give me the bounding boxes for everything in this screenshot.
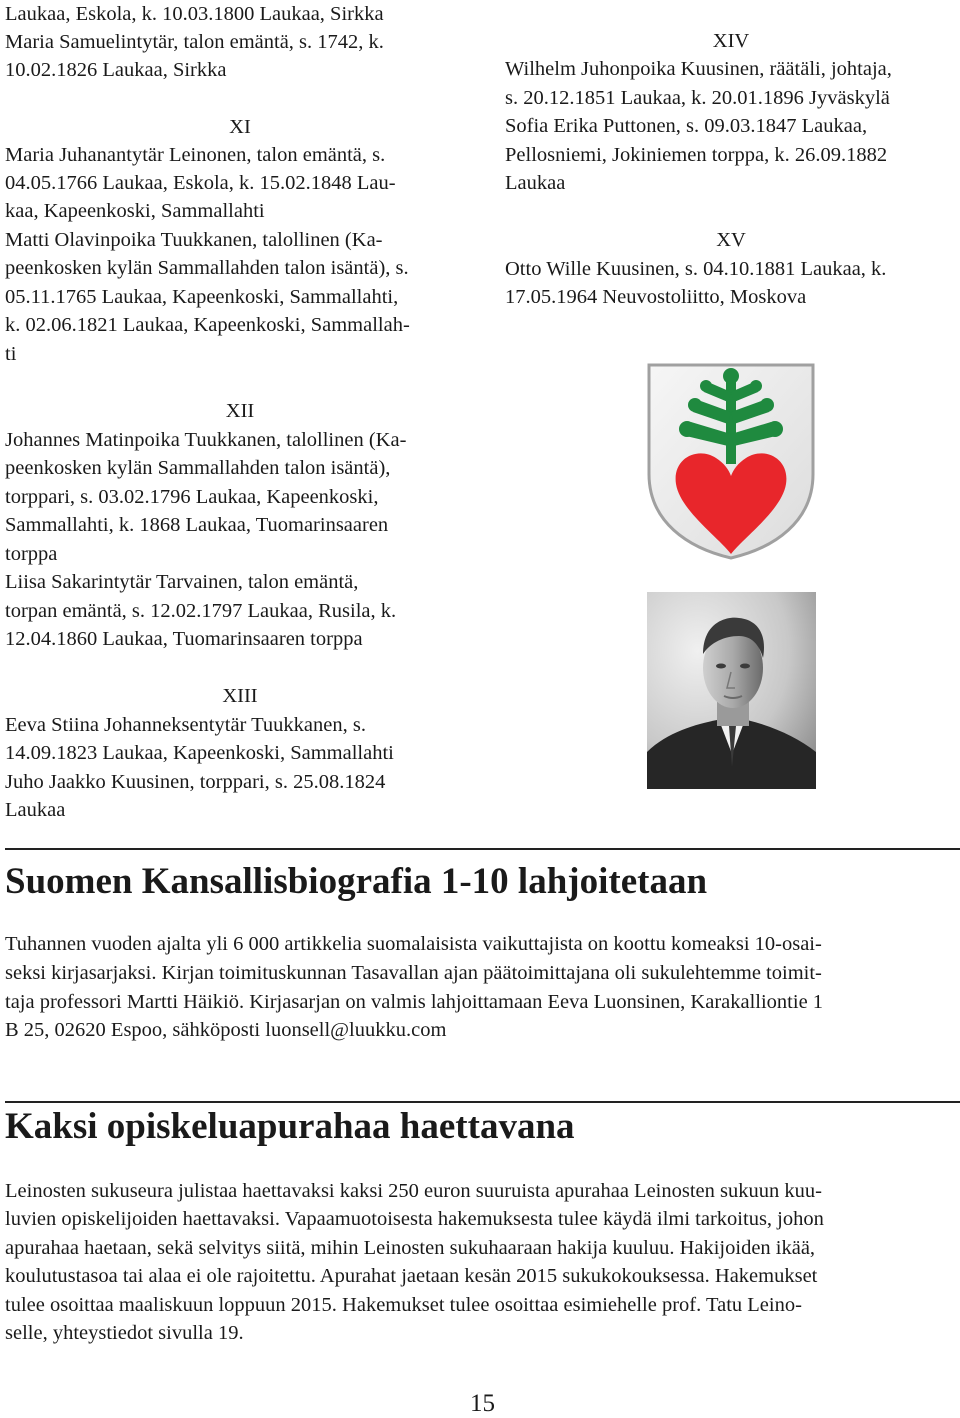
text-line: koulutustasoa tai alaa ei ole rajoitettu. Apurahat jaetaan kesän 2015 sukukokouksessa. Hakemukset (5, 1265, 818, 1287)
text-line: torpan emäntä, s. 12.02.1797 Laukaa, Rusila, k. (5, 600, 397, 622)
section-divider (5, 1101, 960, 1103)
page-number: 15 (470, 1390, 495, 1417)
article-title: Suomen Kansallisbiografia 1-10 lahjoitetaan (5, 861, 708, 902)
text-line: peenkosken kylän Sammallahden talon isäntä), (5, 457, 391, 479)
text-line: Sammallahti, k. 1868 Laukaa, Tuomarinsaaren (5, 514, 389, 536)
text-line: torppari, s. 03.02.1796 Laukaa, Kapeenkoski, (5, 486, 379, 508)
text-line: Matti Olavinpoika Tuukkanen, talollinen (Ka- (5, 229, 383, 251)
text-line: Maria Samuelintytär, talon emäntä, s. 1742, k. (5, 31, 384, 53)
text-line: Sofia Erika Puttonen, s. 09.03.1847 Laukaa, (505, 115, 868, 137)
text-line: Otto Wille Kuusinen, s. 04.10.1881 Laukaa, k. (505, 258, 887, 280)
text-line: Laukaa (5, 799, 66, 821)
text-line: seksi kirjasarjaksi. Kirjan toimituskunnan Tasavallan ajan päätoimittajana oli sukulehtemme toimit- (5, 962, 822, 984)
generation-numeral-xiv: XIV (712, 30, 750, 52)
text-line: Johannes Matinpoika Tuukkanen, talollinen (Ka- (5, 429, 407, 451)
text-line: tulee osoittaa maaliskuun loppuun 2015. Hakemukset tulee osoittaa esimiehelle prof. Tatu Leino- (5, 1294, 802, 1316)
text-line: 14.09.1823 Laukaa, Kapeenkoski, Sammallahti (5, 742, 394, 764)
generation-numeral-xi: XI (229, 116, 251, 138)
text-line: ti (5, 343, 17, 365)
text-line: s. 20.12.1851 Laukaa, k. 20.01.1896 Jyväskylä (505, 87, 890, 109)
text-line: taja professori Martti Häikiö. Kirjasarjan on valmis lahjoittamaan Eeva Luonsinen, Karakalliontie 1 (5, 991, 824, 1013)
text-line: 04.05.1766 Laukaa, Eskola, k. 15.02.1848 Lau- (5, 172, 396, 194)
generation-numeral-xii: XII (225, 400, 255, 422)
text-line: Maria Juhanantytär Leinonen, talon emäntä, s. (5, 144, 386, 166)
text-line: kaa, Kapeenkoski, Sammallahti (5, 200, 265, 222)
portrait-photo (647, 592, 816, 789)
text-line: luvien opiskelijoiden haettavaksi. Vapaamuotoisesta hakemuksesta tulee käydä ilmi tarkoitus, johon (5, 1208, 824, 1230)
text-line: Tuhannen vuoden ajalta yli 6 000 artikkelia suomalaisista vaikuttajista on koottu komeaksi 10-osai- (5, 933, 822, 955)
text-line: Eeva Stiina Johanneksentytär Tuukkanen, s. (5, 714, 366, 736)
text-line: Liisa Sakarintytär Tarvainen, talon emäntä, (5, 571, 359, 593)
text-line: 05.11.1765 Laukaa, Kapeenkoski, Sammallahti, (5, 286, 399, 308)
text-line: B 25, 02620 Espoo, sähköposti luonsell@luukku.com (5, 1019, 447, 1041)
text-line: 12.04.1860 Laukaa, Tuomarinsaaren torppa (5, 628, 363, 650)
text-line: apurahaa haetaan, sekä selvitys siitä, mihin Leinosten sukuhaaraan hakija kuuluu. Hakijoiden ikää, (5, 1237, 816, 1259)
text-line: Laukaa, Eskola, k. 10.03.1800 Laukaa, Sirkka (5, 3, 384, 25)
text-line: Leinosten sukuseura julistaa haettavaksi kaksi 250 euron suuruista apurahaa Leinosten sukuun kuu- (5, 1180, 822, 1202)
section-divider (5, 848, 960, 850)
article-title: Kaksi opiskeluapurahaa haettavana (5, 1106, 575, 1147)
generation-numeral-xv: XV (716, 229, 746, 251)
text-line: Juho Jaakko Kuusinen, torppari, s. 25.08.1824 (5, 771, 386, 793)
text-line: selle, yhteystiedot sivulla 19. (5, 1322, 244, 1344)
text-line: Laukaa (505, 172, 566, 194)
text-line: torppa (5, 543, 58, 565)
generation-numeral-xiii: XIII (222, 685, 258, 707)
text-line: k. 02.06.1821 Laukaa, Kapeenkoski, Sammallah- (5, 314, 410, 336)
coat-of-arms-image (646, 362, 816, 560)
text-line: 10.02.1826 Laukaa, Sirkka (5, 59, 227, 81)
text-line: peenkosken kylän Sammallahden talon isäntä), s. (5, 257, 409, 279)
text-line: Wilhelm Juhonpoika Kuusinen, räätäli, johtaja, (505, 58, 892, 80)
text-line: 17.05.1964 Neuvostoliitto, Moskova (505, 286, 807, 308)
text-line: Pellosniemi, Jokiniemen torppa, k. 26.09.1882 (505, 144, 888, 166)
